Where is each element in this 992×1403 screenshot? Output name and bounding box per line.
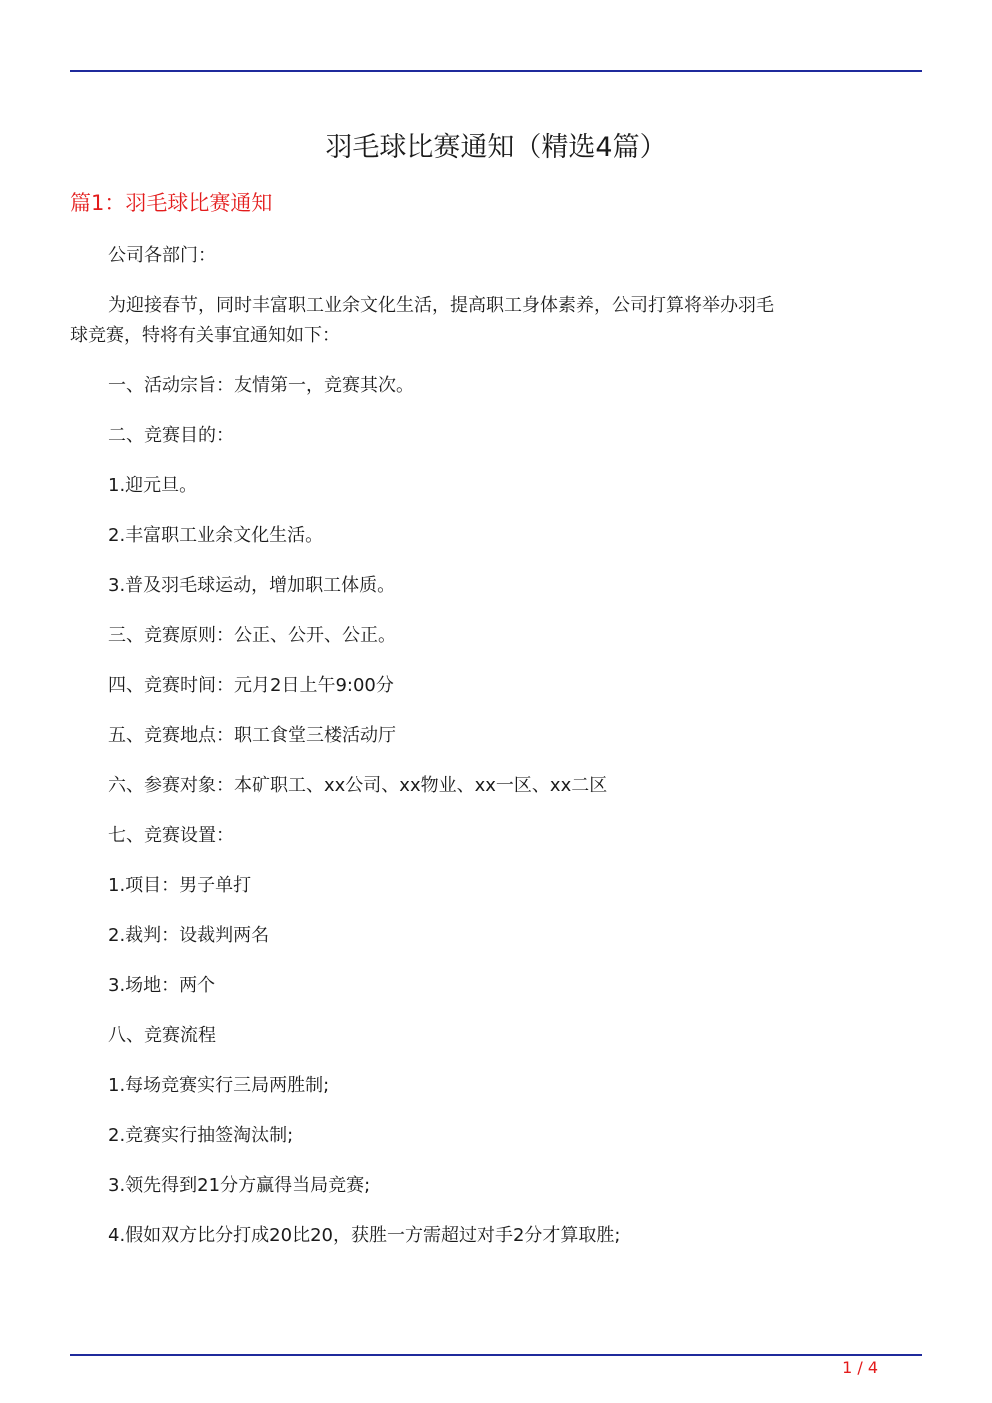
paragraph: 2.竞赛实行抽签淘汰制; xyxy=(108,1125,294,1146)
section-heading: 篇1：羽毛球比赛通知 xyxy=(70,191,273,215)
paragraph: 八、竞赛流程 xyxy=(108,1025,216,1046)
page-indicator: 1 / 4 xyxy=(842,1358,878,1377)
footer-rule xyxy=(70,1354,922,1356)
paragraph: 七、竞赛设置： xyxy=(108,825,234,846)
paragraph: 2.裁判：设裁判两名 xyxy=(108,925,270,946)
paragraph: 3.普及羽毛球运动，增加职工体质。 xyxy=(108,575,396,596)
paragraph: 4.假如双方比分打成20比20，获胜一方需超过对手2分才算取胜; xyxy=(108,1225,621,1246)
paragraph: 三、竞赛原则：公正、公开、公正。 xyxy=(108,625,396,646)
header-rule xyxy=(70,70,922,72)
paragraph: 3.场地：两个 xyxy=(108,975,216,996)
paragraph: 1.每场竞赛实行三局两胜制; xyxy=(108,1075,330,1096)
paragraph-salutation: 公司各部门： xyxy=(108,245,216,266)
paragraph: 四、竞赛时间：元月2日上午9:00分 xyxy=(108,675,394,696)
paragraph: 六、参赛对象：本矿职工、xx公司、xx物业、xx一区、xx二区 xyxy=(108,775,608,796)
paragraph: 1.迎元旦。 xyxy=(108,475,198,496)
paragraph: 二、竞赛目的： xyxy=(108,425,234,446)
paragraph: 五、竞赛地点：职工食堂三楼活动厅 xyxy=(108,725,396,746)
paragraph: 3.领先得到21分方赢得当局竞赛; xyxy=(108,1175,371,1196)
document-title: 羽毛球比赛通知（精选4篇） xyxy=(325,132,667,163)
paragraph: 1.项目：男子单打 xyxy=(108,875,252,896)
paragraph: 2.丰富职工业余文化生活。 xyxy=(108,525,324,546)
paragraph-intro: 为迎接春节，同时丰富职工业余文化生活，提高职工身体素养，公司打算将举办羽毛球竞赛，特将有关事宜通知如下： xyxy=(70,295,774,346)
paragraph: 一、活动宗旨：友情第一，竞赛其次。 xyxy=(108,375,414,396)
